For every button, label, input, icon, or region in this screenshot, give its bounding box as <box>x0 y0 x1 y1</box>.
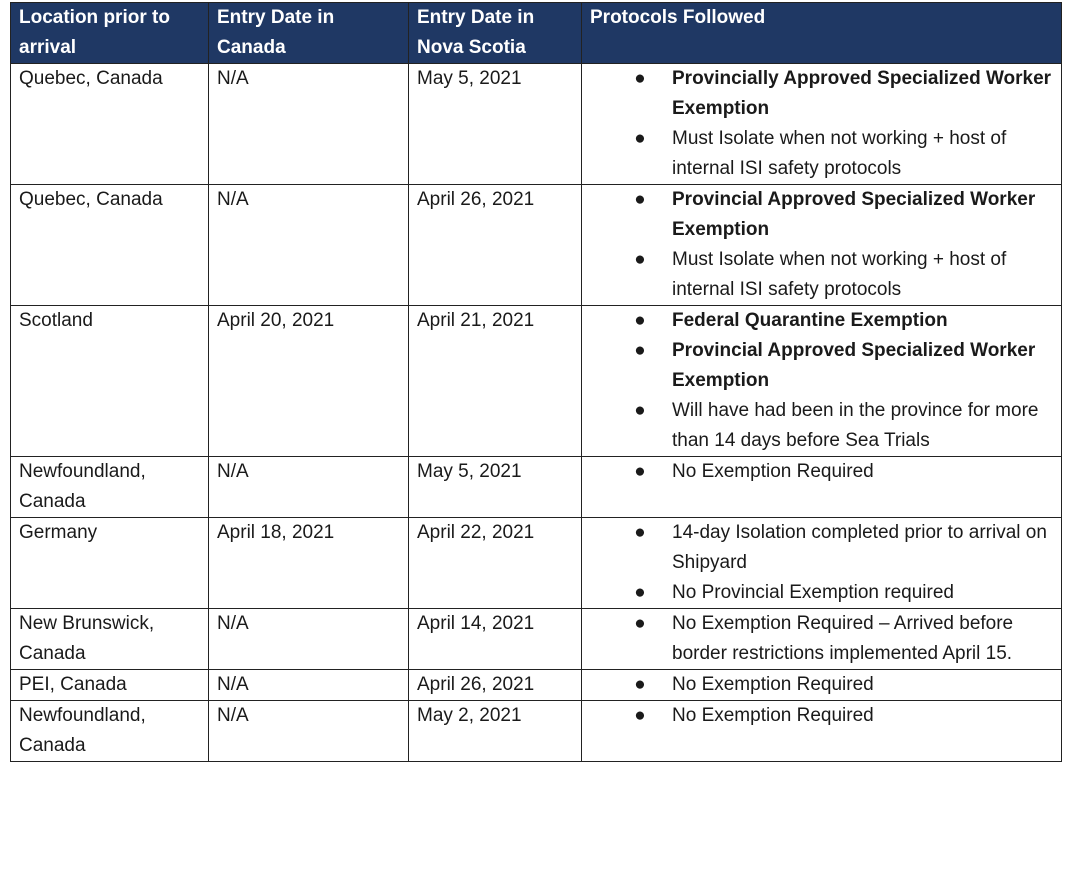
protocol-item <box>630 670 1053 700</box>
protocol-list <box>590 609 1053 669</box>
location-cell: New Brunswick, Canada <box>11 609 209 670</box>
entry-date-nova-scotia-cell: May 2, 2021 <box>409 701 582 762</box>
protocols-cell <box>582 64 1062 185</box>
protocol-text: Provincial Approved Specialized Worker Exemption <box>672 189 1036 240</box>
protocol-item <box>630 306 1053 336</box>
bullet-icon: ● <box>634 189 646 210</box>
bullet-icon: ● <box>634 674 646 695</box>
bullet-icon: ● <box>634 128 646 149</box>
protocol-item <box>630 396 1053 456</box>
table-row <box>11 185 1062 306</box>
protocols-cell <box>582 457 1062 518</box>
protocol-text: No Exemption Required <box>672 674 874 695</box>
protocol-item <box>630 518 1053 578</box>
entry-date-canada-cell: April 18, 2021 <box>209 518 409 609</box>
table-row <box>11 306 1062 457</box>
protocols-cell <box>582 185 1062 306</box>
entry-date-canada-cell: N/A <box>209 185 409 306</box>
protocol-item <box>630 457 1053 487</box>
protocol-text: No Exemption Required <box>672 705 874 726</box>
protocol-text: 14-day Isolation completed prior to arrival on Shipyard <box>672 522 1047 573</box>
location-cell: Quebec, Canada <box>11 185 209 306</box>
location-cell: Scotland <box>11 306 209 457</box>
entry-date-canada-cell: N/A <box>209 701 409 762</box>
protocols-cell <box>582 701 1062 762</box>
protocol-text: Provincial Approved Specialized Worker Exemption <box>672 340 1036 391</box>
entry-date-canada-cell: N/A <box>209 609 409 670</box>
protocol-item <box>630 701 1053 731</box>
bullet-icon: ● <box>634 613 646 634</box>
bullet-icon: ● <box>634 249 646 270</box>
location-cell: Germany <box>11 518 209 609</box>
table-row <box>11 701 1062 762</box>
header-entry-date-canada: Entry Date in Canada <box>209 3 409 64</box>
table-header <box>11 3 1062 64</box>
entry-date-nova-scotia-cell: May 5, 2021 <box>409 64 582 185</box>
protocol-item <box>630 185 1053 245</box>
protocol-text: Will have had been in the province for more than 14 days before Sea Trials <box>672 400 1039 451</box>
table-row <box>11 670 1062 701</box>
table-row <box>11 457 1062 518</box>
protocol-item <box>630 64 1053 124</box>
protocol-text: Federal Quarantine Exemption <box>672 310 948 331</box>
protocol-list <box>590 185 1053 305</box>
header-row <box>11 3 1062 64</box>
protocol-text: No Provincial Exemption required <box>672 582 954 603</box>
protocols-cell <box>582 306 1062 457</box>
entry-date-canada-cell: April 20, 2021 <box>209 306 409 457</box>
protocol-text: No Exemption Required – Arrived before border restrictions implemented April 15. <box>672 613 1014 664</box>
location-cell: PEI, Canada <box>11 670 209 701</box>
protocols-cell <box>582 670 1062 701</box>
entry-date-canada-cell: N/A <box>209 457 409 518</box>
protocol-list <box>590 64 1053 184</box>
protocol-text: Must Isolate when not working + host of internal ISI safety protocols <box>672 249 1007 300</box>
entry-date-nova-scotia-cell: May 5, 2021 <box>409 457 582 518</box>
protocol-text: No Exemption Required <box>672 461 874 482</box>
table-row <box>11 64 1062 185</box>
header-protocols: Protocols Followed <box>582 3 1062 64</box>
protocol-list <box>590 701 1053 731</box>
location-cell: Newfoundland, Canada <box>11 457 209 518</box>
entry-date-canada-cell: N/A <box>209 670 409 701</box>
protocol-list <box>590 670 1053 700</box>
table-row <box>11 518 1062 609</box>
location-cell: Quebec, Canada <box>11 64 209 185</box>
protocol-item <box>630 336 1053 396</box>
protocol-item <box>630 609 1053 669</box>
bullet-icon: ● <box>634 68 646 89</box>
protocol-item <box>630 245 1053 305</box>
bullet-icon: ● <box>634 522 646 543</box>
protocol-text: Provincially Approved Specialized Worker Exemption <box>672 68 1052 119</box>
entry-date-nova-scotia-cell: April 22, 2021 <box>409 518 582 609</box>
protocol-list <box>590 306 1053 456</box>
entry-date-canada-cell: N/A <box>209 64 409 185</box>
bullet-icon: ● <box>634 340 646 361</box>
bullet-icon: ● <box>634 461 646 482</box>
bullet-icon: ● <box>634 705 646 726</box>
protocol-list <box>590 457 1053 487</box>
entry-date-nova-scotia-cell: April 26, 2021 <box>409 670 582 701</box>
protocol-list <box>590 518 1053 608</box>
arrival-protocols-table <box>10 2 1062 762</box>
protocol-item <box>630 578 1053 608</box>
entry-date-nova-scotia-cell: April 14, 2021 <box>409 609 582 670</box>
bullet-icon: ● <box>634 400 646 421</box>
header-location: Location prior to arrival <box>11 3 209 64</box>
table-row <box>11 609 1062 670</box>
table-body <box>11 64 1062 762</box>
bullet-icon: ● <box>634 582 646 603</box>
entry-date-nova-scotia-cell: April 21, 2021 <box>409 306 582 457</box>
location-cell: Newfoundland, Canada <box>11 701 209 762</box>
entry-date-nova-scotia-cell: April 26, 2021 <box>409 185 582 306</box>
header-entry-date-nova-scotia: Entry Date in Nova Scotia <box>409 3 582 64</box>
protocols-cell <box>582 518 1062 609</box>
protocol-text: Must Isolate when not working + host of internal ISI safety protocols <box>672 128 1007 179</box>
protocols-cell <box>582 609 1062 670</box>
bullet-icon: ● <box>634 310 646 331</box>
protocol-item <box>630 124 1053 184</box>
